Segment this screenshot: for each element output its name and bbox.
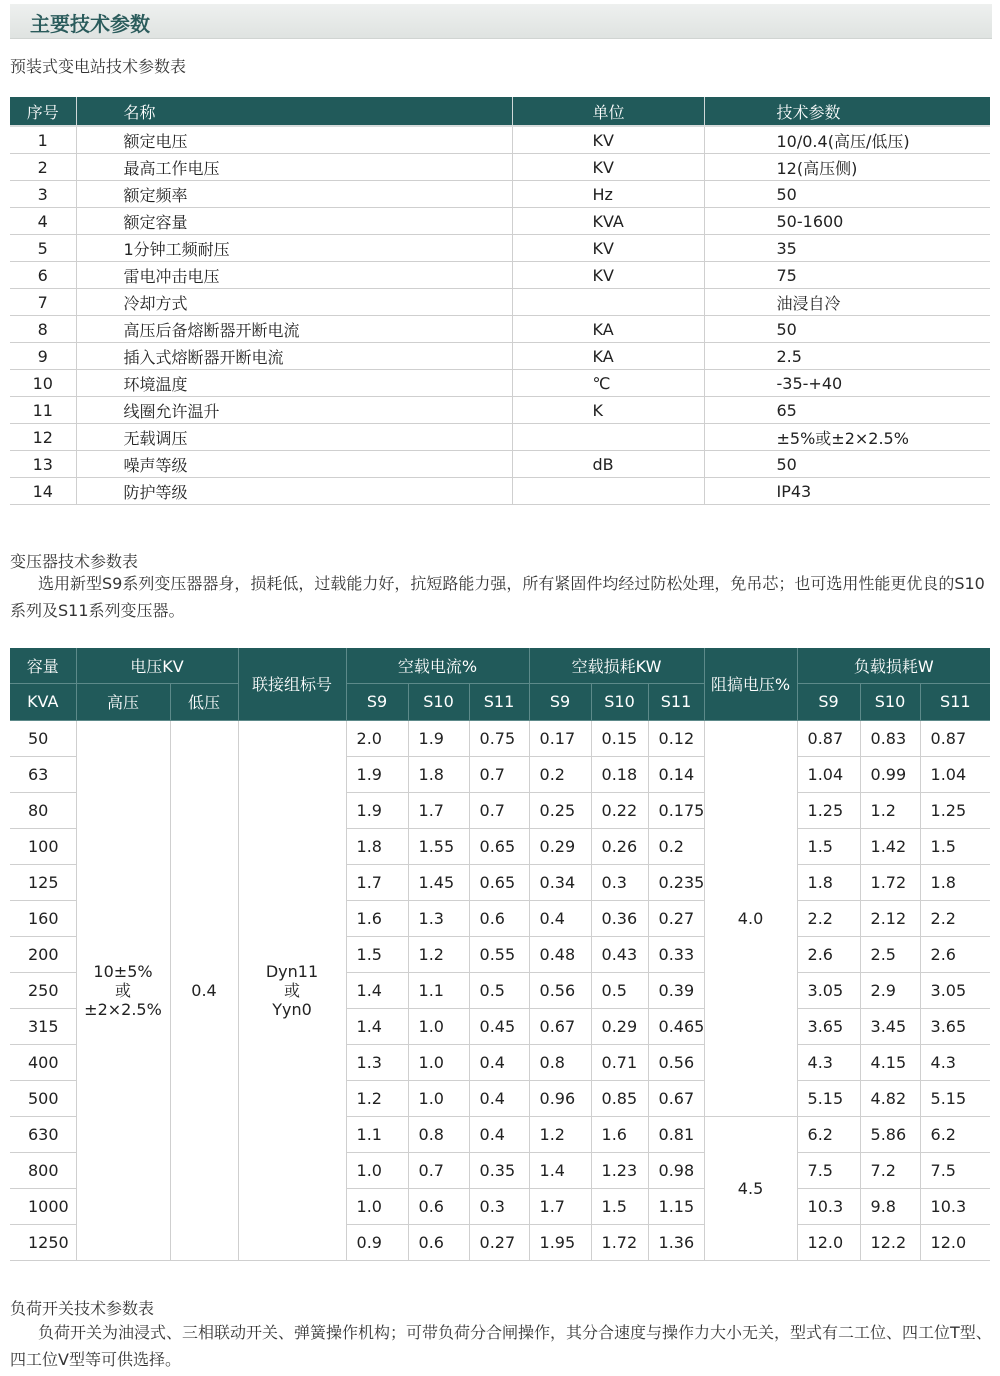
table-row xyxy=(10,397,990,424)
row-name: 环境温度 xyxy=(76,370,512,397)
col-header-s11: S11 xyxy=(648,683,704,720)
cell-nl-loss-s11: 0.81 xyxy=(648,1116,704,1152)
row-name: 最高工作电压 xyxy=(76,154,512,181)
cell-nl-loss-s11: 0.175 xyxy=(648,792,704,828)
cell-nl-current-s10: 0.8 xyxy=(408,1116,469,1152)
cell-load-loss-s11: 2.6 xyxy=(920,936,990,972)
cell-load-loss-s10: 7.2 xyxy=(860,1152,920,1188)
station-params-table xyxy=(10,97,990,505)
row-unit xyxy=(512,424,704,451)
row-value: 50 xyxy=(704,451,990,478)
cell-capacity: 315 xyxy=(10,1008,76,1044)
cell-nl-loss-s10: 0.5 xyxy=(591,972,648,1008)
cell-nl-loss-s10: 0.15 xyxy=(591,720,648,756)
cell-impedance xyxy=(704,720,797,1116)
cell-load-loss-s9: 2.2 xyxy=(797,900,860,936)
cell-nl-current-s9: 1.2 xyxy=(346,1080,408,1116)
cell-capacity: 160 xyxy=(10,900,76,936)
cell-nl-loss-s10: 0.85 xyxy=(591,1080,648,1116)
cell-nl-current-s9: 1.1 xyxy=(346,1116,408,1152)
cell-load-loss-s10: 1.72 xyxy=(860,864,920,900)
row-name: 雷电冲击电压 xyxy=(76,262,512,289)
cell-nl-loss-s10: 1.72 xyxy=(591,1224,648,1260)
cell-load-loss-s11: 3.65 xyxy=(920,1008,990,1044)
cell-load-loss-s11: 1.25 xyxy=(920,792,990,828)
cell-load-loss-s11: 3.05 xyxy=(920,972,990,1008)
cell-load-loss-s10: 4.15 xyxy=(860,1044,920,1080)
cell-impedance xyxy=(704,1116,797,1260)
table-row xyxy=(10,181,990,208)
row-unit: KV xyxy=(512,235,704,262)
cell-load-loss-s11: 6.2 xyxy=(920,1116,990,1152)
cell-connection-group xyxy=(238,720,346,1260)
row-name: 冷却方式 xyxy=(76,289,512,316)
cell-nl-current-s9: 1.8 xyxy=(346,828,408,864)
table-row xyxy=(10,451,990,478)
col-header-s11: S11 xyxy=(920,683,990,720)
cell-low-voltage-line: 0.4 xyxy=(191,980,217,1000)
cell-load-loss-s9: 1.04 xyxy=(797,756,860,792)
col-header-kva: KVA xyxy=(10,683,76,720)
cell-nl-loss-s11: 0.14 xyxy=(648,756,704,792)
cell-load-loss-s11: 4.3 xyxy=(920,1044,990,1080)
table-subheader-row xyxy=(10,683,990,720)
cell-load-loss-s9: 0.87 xyxy=(797,720,860,756)
cell-load-loss-s10: 1.2 xyxy=(860,792,920,828)
row-index: 4 xyxy=(10,208,76,235)
cell-nl-loss-s11: 0.56 xyxy=(648,1044,704,1080)
table-row xyxy=(10,424,990,451)
table-row xyxy=(10,289,990,316)
cell-nl-current-s10: 0.7 xyxy=(408,1152,469,1188)
cell-load-loss-s10: 4.82 xyxy=(860,1080,920,1116)
cell-nl-current-s10: 1.0 xyxy=(408,1008,469,1044)
cell-load-loss-s9: 10.3 xyxy=(797,1188,860,1224)
cell-load-loss-s11: 5.15 xyxy=(920,1080,990,1116)
cell-high-voltage-line: 10±5% xyxy=(93,961,153,981)
transformer-params-table xyxy=(10,648,990,1261)
table-header-row xyxy=(10,97,990,126)
cell-load-loss-s10: 0.83 xyxy=(860,720,920,756)
cell-nl-loss-s9: 0.8 xyxy=(529,1044,591,1080)
row-name: 额定频率 xyxy=(76,181,512,208)
table-row xyxy=(10,720,990,756)
row-index: 5 xyxy=(10,235,76,262)
cell-nl-loss-s10: 0.29 xyxy=(591,1008,648,1044)
cell-nl-current-s11: 0.6 xyxy=(469,900,529,936)
col-header-noload-loss: 空载损耗KW xyxy=(529,648,704,683)
cell-load-loss-s10: 1.42 xyxy=(860,828,920,864)
cell-load-loss-s11: 2.2 xyxy=(920,900,990,936)
col-header-s11: S11 xyxy=(469,683,529,720)
section-header xyxy=(10,4,992,39)
cell-nl-loss-s10: 0.36 xyxy=(591,900,648,936)
cell-nl-loss-s10: 0.18 xyxy=(591,756,648,792)
switch-table-caption: 负荷开关技术参数表 xyxy=(10,1299,155,1318)
cell-load-loss-s9: 6.2 xyxy=(797,1116,860,1152)
cell-capacity: 1000 xyxy=(10,1188,76,1224)
cell-nl-current-s11: 0.5 xyxy=(469,972,529,1008)
cell-load-loss-s10: 2.5 xyxy=(860,936,920,972)
row-unit: ℃ xyxy=(512,370,704,397)
cell-nl-current-s9: 1.0 xyxy=(346,1152,408,1188)
cell-nl-loss-s9: 0.48 xyxy=(529,936,591,972)
station-table-caption: 预装式变电站技术参数表 xyxy=(10,57,187,76)
col-header-value: 技术参数 xyxy=(704,97,990,126)
col-header-s9: S9 xyxy=(529,683,591,720)
cell-nl-loss-s11: 0.67 xyxy=(648,1080,704,1116)
cell-nl-current-s10: 0.6 xyxy=(408,1188,469,1224)
cell-connection-group-line: Yyn0 xyxy=(272,999,312,1019)
table-header-row xyxy=(10,648,990,683)
col-header-s10: S10 xyxy=(591,683,648,720)
row-index: 6 xyxy=(10,262,76,289)
cell-nl-current-s11: 0.75 xyxy=(469,720,529,756)
cell-nl-loss-s10: 0.26 xyxy=(591,828,648,864)
cell-nl-loss-s11: 0.2 xyxy=(648,828,704,864)
row-unit: KVA xyxy=(512,208,704,235)
row-unit: KV xyxy=(512,126,704,154)
cell-capacity: 400 xyxy=(10,1044,76,1080)
cell-nl-current-s10: 1.8 xyxy=(408,756,469,792)
row-index: 12 xyxy=(10,424,76,451)
cell-nl-current-s9: 1.5 xyxy=(346,936,408,972)
cell-capacity: 200 xyxy=(10,936,76,972)
cell-nl-loss-s10: 0.43 xyxy=(591,936,648,972)
cell-load-loss-s10: 12.2 xyxy=(860,1224,920,1260)
row-index: 3 xyxy=(10,181,76,208)
cell-nl-loss-s11: 1.36 xyxy=(648,1224,704,1260)
row-index: 8 xyxy=(10,316,76,343)
row-value: 75 xyxy=(704,262,990,289)
table-row xyxy=(10,316,990,343)
cell-nl-current-s9: 1.4 xyxy=(346,972,408,1008)
cell-nl-current-s9: 1.7 xyxy=(346,864,408,900)
table-row xyxy=(10,343,990,370)
cell-nl-loss-s11: 0.235 xyxy=(648,864,704,900)
row-name: 插入式熔断器开断电流 xyxy=(76,343,512,370)
cell-nl-current-s11: 0.65 xyxy=(469,864,529,900)
col-header-name: 名称 xyxy=(76,97,512,126)
transformer-description: 选用新型S9系列变压器器身，损耗低，过载能力好，抗短路能力强，所有紧固件均经过防松处理，免吊芯；也可选用性能更优良的S10系列及S11系列变压器。 xyxy=(10,574,985,620)
cell-nl-loss-s10: 0.22 xyxy=(591,792,648,828)
switch-description: 负荷开关为油浸式、三相联动开关、弹簧操作机构；可带负荷分合闸操作，其分合速度与操作力大小无关，型式有二工位、四工位T型、四工位V型等可供选择。 xyxy=(10,1323,992,1369)
cell-nl-loss-s10: 1.5 xyxy=(591,1188,648,1224)
row-index: 13 xyxy=(10,451,76,478)
row-unit: KA xyxy=(512,316,704,343)
cell-capacity: 50 xyxy=(10,720,76,756)
row-value: 65 xyxy=(704,397,990,424)
table-row xyxy=(10,370,990,397)
row-value: 50 xyxy=(704,316,990,343)
cell-load-loss-s11: 1.04 xyxy=(920,756,990,792)
cell-load-loss-s10: 0.99 xyxy=(860,756,920,792)
cell-nl-current-s9: 0.9 xyxy=(346,1224,408,1260)
cell-load-loss-s10: 9.8 xyxy=(860,1188,920,1224)
row-name: 额定容量 xyxy=(76,208,512,235)
col-header-noload-current: 空载电流% xyxy=(346,648,529,683)
cell-nl-loss-s11: 1.15 xyxy=(648,1188,704,1224)
cell-capacity: 500 xyxy=(10,1080,76,1116)
cell-capacity: 100 xyxy=(10,828,76,864)
cell-high-voltage-line: 或 xyxy=(114,980,131,1000)
cell-nl-current-s9: 1.9 xyxy=(346,756,408,792)
row-name: 无载调压 xyxy=(76,424,512,451)
cell-nl-loss-s9: 0.96 xyxy=(529,1080,591,1116)
cell-connection-group-line: Dyn11 xyxy=(265,961,319,981)
cell-nl-current-s9: 1.6 xyxy=(346,900,408,936)
cell-capacity: 125 xyxy=(10,864,76,900)
cell-nl-loss-s9: 0.17 xyxy=(529,720,591,756)
cell-nl-current-s11: 0.4 xyxy=(469,1044,529,1080)
cell-nl-current-s9: 1.9 xyxy=(346,792,408,828)
col-header-s9: S9 xyxy=(346,683,408,720)
cell-nl-loss-s9: 0.67 xyxy=(529,1008,591,1044)
cell-nl-current-s11: 0.27 xyxy=(469,1224,529,1260)
cell-nl-current-s10: 1.7 xyxy=(408,792,469,828)
cell-nl-current-s11: 0.3 xyxy=(469,1188,529,1224)
row-index: 7 xyxy=(10,289,76,316)
row-index: 10 xyxy=(10,370,76,397)
table-row xyxy=(10,126,990,154)
table-row xyxy=(10,208,990,235)
row-value: 35 xyxy=(704,235,990,262)
cell-nl-current-s11: 0.4 xyxy=(469,1080,529,1116)
cell-capacity: 80 xyxy=(10,792,76,828)
section-title: 主要技术参数 xyxy=(30,12,150,36)
row-unit: K xyxy=(512,397,704,424)
row-unit: KA xyxy=(512,343,704,370)
cell-impedance-line: 4.0 xyxy=(737,908,764,928)
row-index: 11 xyxy=(10,397,76,424)
row-index: 2 xyxy=(10,154,76,181)
cell-load-loss-s10: 5.86 xyxy=(860,1116,920,1152)
row-name: 额定电压 xyxy=(76,126,512,154)
col-header-s10: S10 xyxy=(408,683,469,720)
col-header-low: 低压 xyxy=(170,683,238,720)
cell-nl-loss-s9: 0.34 xyxy=(529,864,591,900)
col-header-s9: S9 xyxy=(797,683,860,720)
cell-nl-loss-s10: 0.3 xyxy=(591,864,648,900)
col-header-capacity: 容量 xyxy=(10,648,76,683)
row-value: 油浸自冷 xyxy=(704,289,990,316)
cell-load-loss-s11: 0.87 xyxy=(920,720,990,756)
cell-nl-loss-s10: 0.71 xyxy=(591,1044,648,1080)
cell-nl-loss-s9: 1.2 xyxy=(529,1116,591,1152)
col-header-high: 高压 xyxy=(76,683,170,720)
cell-capacity: 63 xyxy=(10,756,76,792)
cell-high-voltage xyxy=(76,720,170,1260)
cell-nl-loss-s9: 0.25 xyxy=(529,792,591,828)
col-header-unit: 单位 xyxy=(512,97,704,126)
cell-load-loss-s9: 1.25 xyxy=(797,792,860,828)
cell-nl-current-s9: 1.3 xyxy=(346,1044,408,1080)
row-name: 1分钟工频耐压 xyxy=(76,235,512,262)
cell-load-loss-s11: 1.8 xyxy=(920,864,990,900)
cell-nl-loss-s11: 0.27 xyxy=(648,900,704,936)
cell-load-loss-s9: 4.3 xyxy=(797,1044,860,1080)
cell-load-loss-s11: 1.5 xyxy=(920,828,990,864)
cell-nl-current-s10: 1.45 xyxy=(408,864,469,900)
row-value: -35-+40 xyxy=(704,370,990,397)
cell-nl-current-s11: 0.55 xyxy=(469,936,529,972)
col-header-load-loss: 负载损耗W xyxy=(797,648,990,683)
cell-nl-loss-s9: 0.4 xyxy=(529,900,591,936)
cell-nl-loss-s10: 1.6 xyxy=(591,1116,648,1152)
row-name: 高压后备熔断器开断电流 xyxy=(76,316,512,343)
row-value: IP43 xyxy=(704,478,990,505)
cell-nl-loss-s11: 0.39 xyxy=(648,972,704,1008)
row-unit: Hz xyxy=(512,181,704,208)
cell-nl-current-s11: 0.65 xyxy=(469,828,529,864)
cell-nl-current-s11: 0.7 xyxy=(469,792,529,828)
cell-high-voltage-line: ±2×2.5% xyxy=(84,999,162,1019)
cell-nl-loss-s9: 0.56 xyxy=(529,972,591,1008)
cell-nl-current-s10: 1.2 xyxy=(408,936,469,972)
cell-load-loss-s10: 3.45 xyxy=(860,1008,920,1044)
cell-nl-loss-s11: 0.98 xyxy=(648,1152,704,1188)
row-unit: dB xyxy=(512,451,704,478)
cell-nl-loss-s10: 1.23 xyxy=(591,1152,648,1188)
cell-capacity: 800 xyxy=(10,1152,76,1188)
col-header-index: 序号 xyxy=(10,97,76,126)
table-row xyxy=(10,478,990,505)
cell-nl-current-s10: 1.1 xyxy=(408,972,469,1008)
cell-load-loss-s9: 7.5 xyxy=(797,1152,860,1188)
cell-load-loss-s10: 2.12 xyxy=(860,900,920,936)
row-value: 50-1600 xyxy=(704,208,990,235)
cell-nl-current-s10: 1.9 xyxy=(408,720,469,756)
cell-load-loss-s11: 7.5 xyxy=(920,1152,990,1188)
row-value: 2.5 xyxy=(704,343,990,370)
cell-load-loss-s11: 10.3 xyxy=(920,1188,990,1224)
row-value: 10/0.4(高压/低压) xyxy=(704,126,990,154)
cell-load-loss-s9: 5.15 xyxy=(797,1080,860,1116)
cell-capacity: 250 xyxy=(10,972,76,1008)
cell-nl-loss-s9: 1.7 xyxy=(529,1188,591,1224)
cell-load-loss-s9: 1.5 xyxy=(797,828,860,864)
cell-nl-current-s9: 2.0 xyxy=(346,720,408,756)
cell-load-loss-s9: 3.05 xyxy=(797,972,860,1008)
cell-capacity: 630 xyxy=(10,1116,76,1152)
table-row xyxy=(10,154,990,181)
cell-nl-current-s10: 1.0 xyxy=(408,1080,469,1116)
row-name: 防护等级 xyxy=(76,478,512,505)
row-value: 50 xyxy=(704,181,990,208)
cell-nl-current-s10: 0.6 xyxy=(408,1224,469,1260)
cell-nl-current-s9: 1.0 xyxy=(346,1188,408,1224)
cell-load-loss-s11: 12.0 xyxy=(920,1224,990,1260)
row-index: 9 xyxy=(10,343,76,370)
cell-load-loss-s10: 2.9 xyxy=(860,972,920,1008)
cell-nl-loss-s11: 0.33 xyxy=(648,936,704,972)
cell-capacity: 1250 xyxy=(10,1224,76,1260)
cell-nl-current-s9: 1.4 xyxy=(346,1008,408,1044)
cell-load-loss-s9: 1.8 xyxy=(797,864,860,900)
row-name: 噪声等级 xyxy=(76,451,512,478)
cell-nl-current-s10: 1.0 xyxy=(408,1044,469,1080)
table-row xyxy=(10,262,990,289)
cell-nl-loss-s9: 0.2 xyxy=(529,756,591,792)
table-row xyxy=(10,235,990,262)
col-header-group: 联接组标号 xyxy=(238,648,346,720)
col-header-s10: S10 xyxy=(860,683,920,720)
cell-load-loss-s9: 2.6 xyxy=(797,936,860,972)
cell-connection-group-line: 或 xyxy=(284,980,301,1000)
row-index: 1 xyxy=(10,126,76,154)
cell-impedance-line: 4.5 xyxy=(737,1178,764,1198)
row-unit xyxy=(512,478,704,505)
row-unit: KV xyxy=(512,262,704,289)
cell-nl-current-s10: 1.3 xyxy=(408,900,469,936)
cell-nl-current-s10: 1.55 xyxy=(408,828,469,864)
cell-nl-loss-s11: 0.465 xyxy=(648,1008,704,1044)
cell-nl-current-s11: 0.45 xyxy=(469,1008,529,1044)
row-value: 12(高压侧) xyxy=(704,154,990,181)
cell-nl-loss-s9: 0.29 xyxy=(529,828,591,864)
row-index: 14 xyxy=(10,478,76,505)
cell-nl-loss-s9: 1.95 xyxy=(529,1224,591,1260)
row-name: 线圈允许温升 xyxy=(76,397,512,424)
transformer-table-caption: 变压器技术参数表 xyxy=(10,552,139,571)
cell-low-voltage xyxy=(170,720,238,1260)
col-header-impedance: 阻搞电压% xyxy=(704,648,797,720)
row-unit: KV xyxy=(512,154,704,181)
cell-nl-current-s11: 0.35 xyxy=(469,1152,529,1188)
cell-load-loss-s9: 12.0 xyxy=(797,1224,860,1260)
col-header-voltage: 电压KV xyxy=(76,648,238,683)
row-value: ±5%或±2×2.5% xyxy=(704,424,990,451)
cell-nl-loss-s11: 0.12 xyxy=(648,720,704,756)
cell-nl-current-s11: 0.4 xyxy=(469,1116,529,1152)
cell-nl-loss-s9: 1.4 xyxy=(529,1152,591,1188)
cell-nl-current-s11: 0.7 xyxy=(469,756,529,792)
cell-load-loss-s9: 3.65 xyxy=(797,1008,860,1044)
row-unit xyxy=(512,289,704,316)
